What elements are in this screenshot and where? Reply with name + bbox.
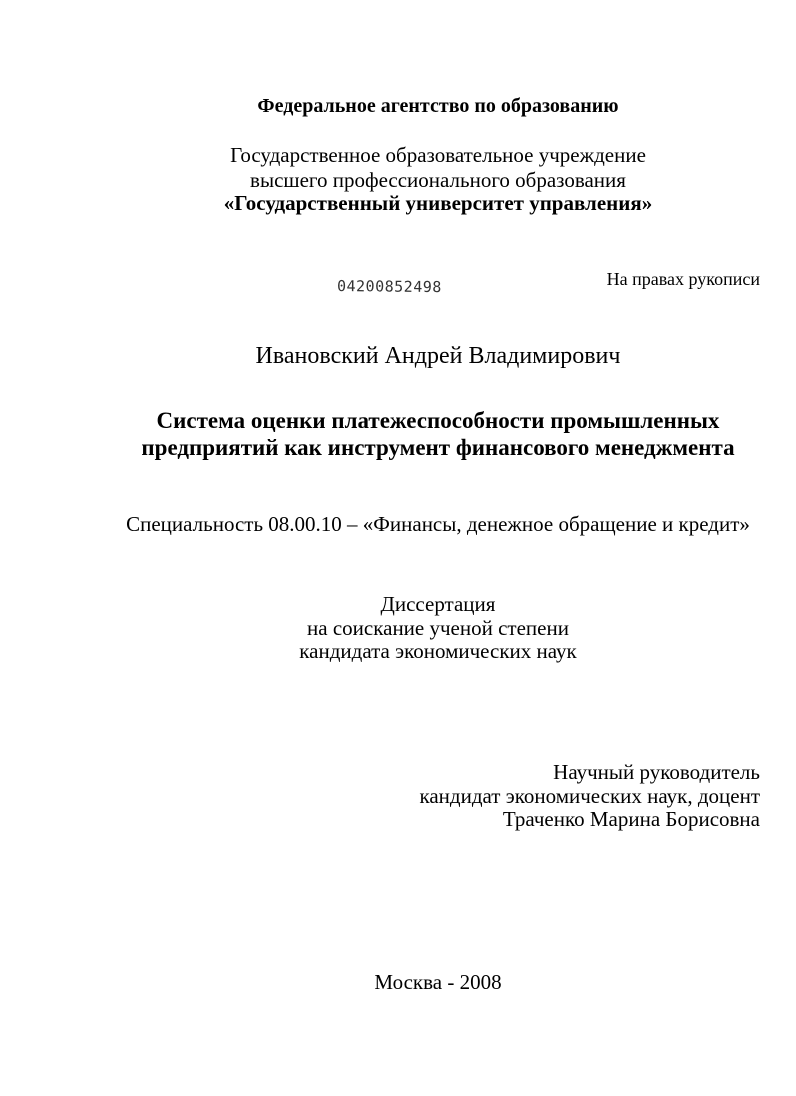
agency-name: Федеральное агентство по образованию — [257, 95, 619, 117]
institution-line-1: Государственное образовательное учреждение — [230, 143, 646, 167]
supervisor-name: Траченко Марина Борисовна — [502, 807, 760, 831]
degree-name-line: кандидата экономических наук — [299, 639, 577, 663]
dissertation-label: Диссертация — [380, 592, 496, 616]
supervisor-degree: кандидат экономических наук, доцент — [419, 784, 760, 808]
university-name: «Государственный университет управления» — [223, 191, 653, 215]
institution-line-2: высшего профессионального образования — [250, 168, 626, 192]
city-year: Москва - 2008 — [374, 970, 502, 994]
degree-purpose-line: на соискание ученой степени — [307, 616, 569, 640]
author-name: Ивановский Андрей Владимирович — [255, 343, 621, 369]
dissertation-title-line-2: предприятий как инструмент финансового менеджмента — [141, 435, 735, 460]
supervisor-role: Научный руководитель — [553, 760, 760, 784]
manuscript-rights-note: На правах рукописи — [606, 269, 760, 289]
specialty-code: Специальность 08.00.10 – «Финансы, денежное обращение и кредит» — [126, 512, 750, 536]
dissertation-title-line-1: Система оценки платежеспособности промышленных — [156, 408, 720, 433]
library-stamp-number: 04200852498 — [336, 277, 442, 297]
